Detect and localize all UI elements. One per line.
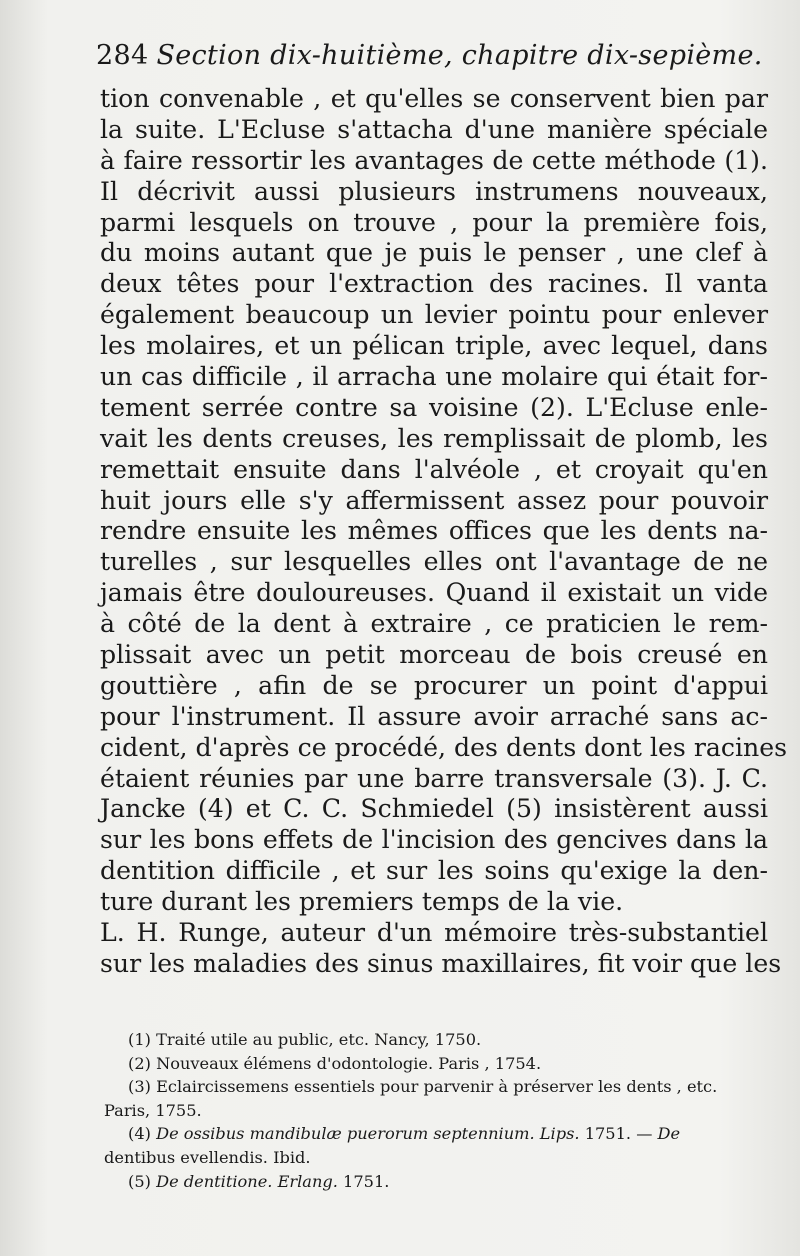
text-line: L. H. Runge, auteur d'un mémoire très-substantiel xyxy=(100,918,768,948)
text-line: dentition difficile , et sur les soins qu'exige la den- xyxy=(100,856,768,886)
text-line: à côté de la dent à extraire , ce praticien le rem- xyxy=(100,609,768,639)
footnote-3: (3) Eclaircissemens essentiels pour parvenir à préserver les dents , etc. xyxy=(128,1077,718,1097)
text-line: tion convenable , et qu'elles se conservent bien par xyxy=(100,84,768,113)
text-line: étaient réunies par une barre transversale (3). J. C. xyxy=(100,763,768,793)
running-title: Section dix-huitième, chapitre dix-sepième. xyxy=(156,40,763,71)
text-line: tement serrée contre sa voisine (2). L'Ecluse enle- xyxy=(100,392,768,422)
text-line: la suite. L'Ecluse s'attacha d'une manière spéciale xyxy=(100,114,768,144)
running-header xyxy=(96,40,776,71)
footnote-4-year: 1751. — xyxy=(584,1124,653,1144)
text-line: Jancke (4) et C. C. Schmiedel (5) insistèrent aussi xyxy=(100,794,768,824)
text-line: rendre ensuite les mêmes offices que les dents na- xyxy=(100,516,768,546)
text-line: Il décrivit aussi plusieurs instrumens nouveaux, xyxy=(100,176,768,206)
footnote-5-title: De dentitione. Erlang. xyxy=(156,1171,338,1191)
footnote-3-continuation: Paris, 1755. xyxy=(104,1100,202,1120)
text-line: deux têtes pour l'extraction des racines. Il vanta xyxy=(100,269,768,299)
text-line: également beaucoup un levier pointu pour enlever xyxy=(100,300,768,330)
text-line: turelles , sur lesquelles elles ont l'avantage de ne xyxy=(100,547,768,577)
footnote-2: (2) Nouveaux élémens d'odontologie. Paris , 1754. xyxy=(128,1053,542,1073)
text-line: vait les dents creuses, les remplissait de plomb, les xyxy=(100,423,768,453)
footnote-1: (1) Traité utile au public, etc. Nancy, 1750. xyxy=(128,1030,482,1049)
footnote-5 xyxy=(104,1170,776,1194)
text-line: ture durant les premiers temps de la vie. xyxy=(100,887,624,917)
text-line: pour l'instrument. Il assure avoir arraché sans ac- xyxy=(100,701,768,731)
footnote-4 xyxy=(104,1122,776,1146)
text-line: sur les bons effets de l'incision des gencives dans la xyxy=(100,825,768,855)
text-line: à faire ressortir les avantages de cette méthode (1). xyxy=(100,145,768,175)
footnote-5-year: 1751. xyxy=(343,1171,390,1191)
page-number: 284 xyxy=(96,40,149,71)
footnotes xyxy=(104,1028,776,1193)
text-line: du moins autant que je puis le penser , une clef à xyxy=(100,238,768,268)
footnote-4-title-2: De xyxy=(657,1124,681,1144)
text-line: parmi lesquels on trouve , pour la première fois, xyxy=(100,207,768,237)
text-line: remettait ensuite dans l'alvéole , et croyait qu'en xyxy=(100,454,768,484)
text-line: cident, d'après ce procédé, des dents dont les racines xyxy=(100,732,788,762)
footnote-4-continuation: dentibus evellendis. Ibid. xyxy=(104,1147,311,1167)
footnote-4-number: (4) xyxy=(128,1124,151,1144)
text-line: huit jours elle s'y affermissent assez pour pouvoir xyxy=(100,485,768,515)
footnote-4-title: De ossibus mandibulæ puerorum septennium. Lips. xyxy=(156,1124,580,1144)
text-line: un cas difficile , il arracha une molaire qui était for- xyxy=(100,362,768,392)
footnote-5-number: (5) xyxy=(128,1171,151,1191)
text-line: jamais être douloureuses. Quand il existait un vide xyxy=(100,578,768,608)
text-line: les molaires, et un pélican triple, avec lequel, dans xyxy=(100,331,768,361)
body-text xyxy=(100,84,788,980)
text-line: plissait avec un petit morceau de bois creusé en xyxy=(100,640,768,670)
text-line: sur les maladies des sinus maxillaires, fit voir que les xyxy=(100,948,782,978)
text-line: gouttière , afin de se procurer un point d'appui xyxy=(100,670,768,700)
